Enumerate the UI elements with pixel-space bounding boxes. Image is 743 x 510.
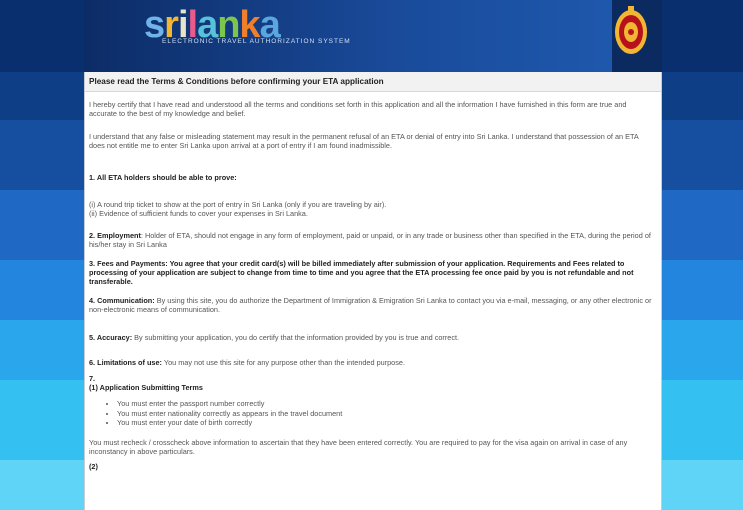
section-6-title: 6. Limitations of use: [89,358,162,368]
understand-paragraph: I understand that any false or misleading statement may result in the permanent refusal of an ETA or denial of entry into Sri Lanka. I understand that possession of an ETA does not entitle me to enter Sri Lanka upon arrival at a port of entry if I am found inadmissible. [89,131,639,151]
logo-letter: i [177,4,188,46]
header-emblem-area [612,0,662,72]
logo-tagline: ELECTRONIC TRAVEL AUTHORIZATION SYSTEM [162,38,351,45]
terms-notice-heading: Please read the Terms & Conditions before confirming your ETA application [85,72,661,92]
section-7-title: 7. [89,373,96,383]
sri-lanka-emblem-icon [612,4,650,58]
section-7-recheck: You must recheck / crosscheck above information to ascertain that they have been entered correctly. You are required to pay for the visa again on arrival in case of any inconstancy in above particulars. [89,437,628,456]
section-1-item-2: (ii) Evidence of sufficient funds to cover your expenses in Sri Lanka. [89,209,308,219]
section-6 [89,358,655,367]
logo-letter: a [259,4,280,46]
section-3-title: 3. Fees and Payments: [89,258,168,268]
section-1-item-1: (i) A round trip ticket to show at the port of entry in Sri Lanka (only if you are traveling by air). [89,200,387,210]
section-3-text: You agree that your credit card(s) will be billed immediately after submission of your application. Requirements and Fees related to processing of your application are subject to change from time to time and you agree that the ETA processing fee once paid by you is not refundable and not transferable. [89,258,634,287]
logo-letter: n [217,4,240,46]
logo-letter: a [197,4,218,46]
section-2-title: 2. Employment [89,230,141,240]
section-5 [89,333,655,342]
logo-letter: l [187,4,198,46]
site-header [84,0,612,72]
logo-letter: k [239,4,260,46]
section-5-text: By submitting your application, you do certify that the information provided by you is true and correct. [132,332,460,342]
section-7-bullet-list [89,399,655,427]
terms-body [89,100,655,472]
section-7-sub-1: (1) Application Submitting Terms [89,382,203,392]
list-item: • You must enter your date of birth correctly [117,418,655,427]
section-7-sub-2: (2) [89,462,98,472]
section-3 [89,259,655,287]
logo-letter: s [144,4,165,46]
section-4-title: 4. Communication: [89,295,155,305]
list-item: • You must enter nationality correctly as appears in the travel document [117,409,655,418]
section-6-text: You may not use this site for any purpose other than the intended purpose. [161,358,405,368]
terms-content-panel[interactable] [84,72,662,510]
logo-letter: r [164,4,178,46]
section-1-title: 1. All ETA holders should be able to prove: [89,172,237,182]
section-2 [89,231,655,250]
list-item: • You must enter the passport number correctly [117,399,655,408]
section-5-title: 5. Accuracy: [89,332,133,342]
section-4 [89,296,655,315]
section-2-text: : Holder of ETA, should not engage in any form of employment, paid or unpaid, or in any trade or business other than specified in the ETA, during the period of his/her stay in Sri Lanka [89,230,651,250]
section-4-text: By using this site, you do authorize the Department of Immigration & Emigration Sri Lanka to contact you via e-mail, messaging, or any other electronic or non-electronic means of communication. [89,295,652,315]
certify-paragraph: I hereby certify that I have read and understood all the terms and conditions set forth in this application and all the information I have furnished in this form are true and accurate to the best of my knowledge and belief. [89,100,627,119]
